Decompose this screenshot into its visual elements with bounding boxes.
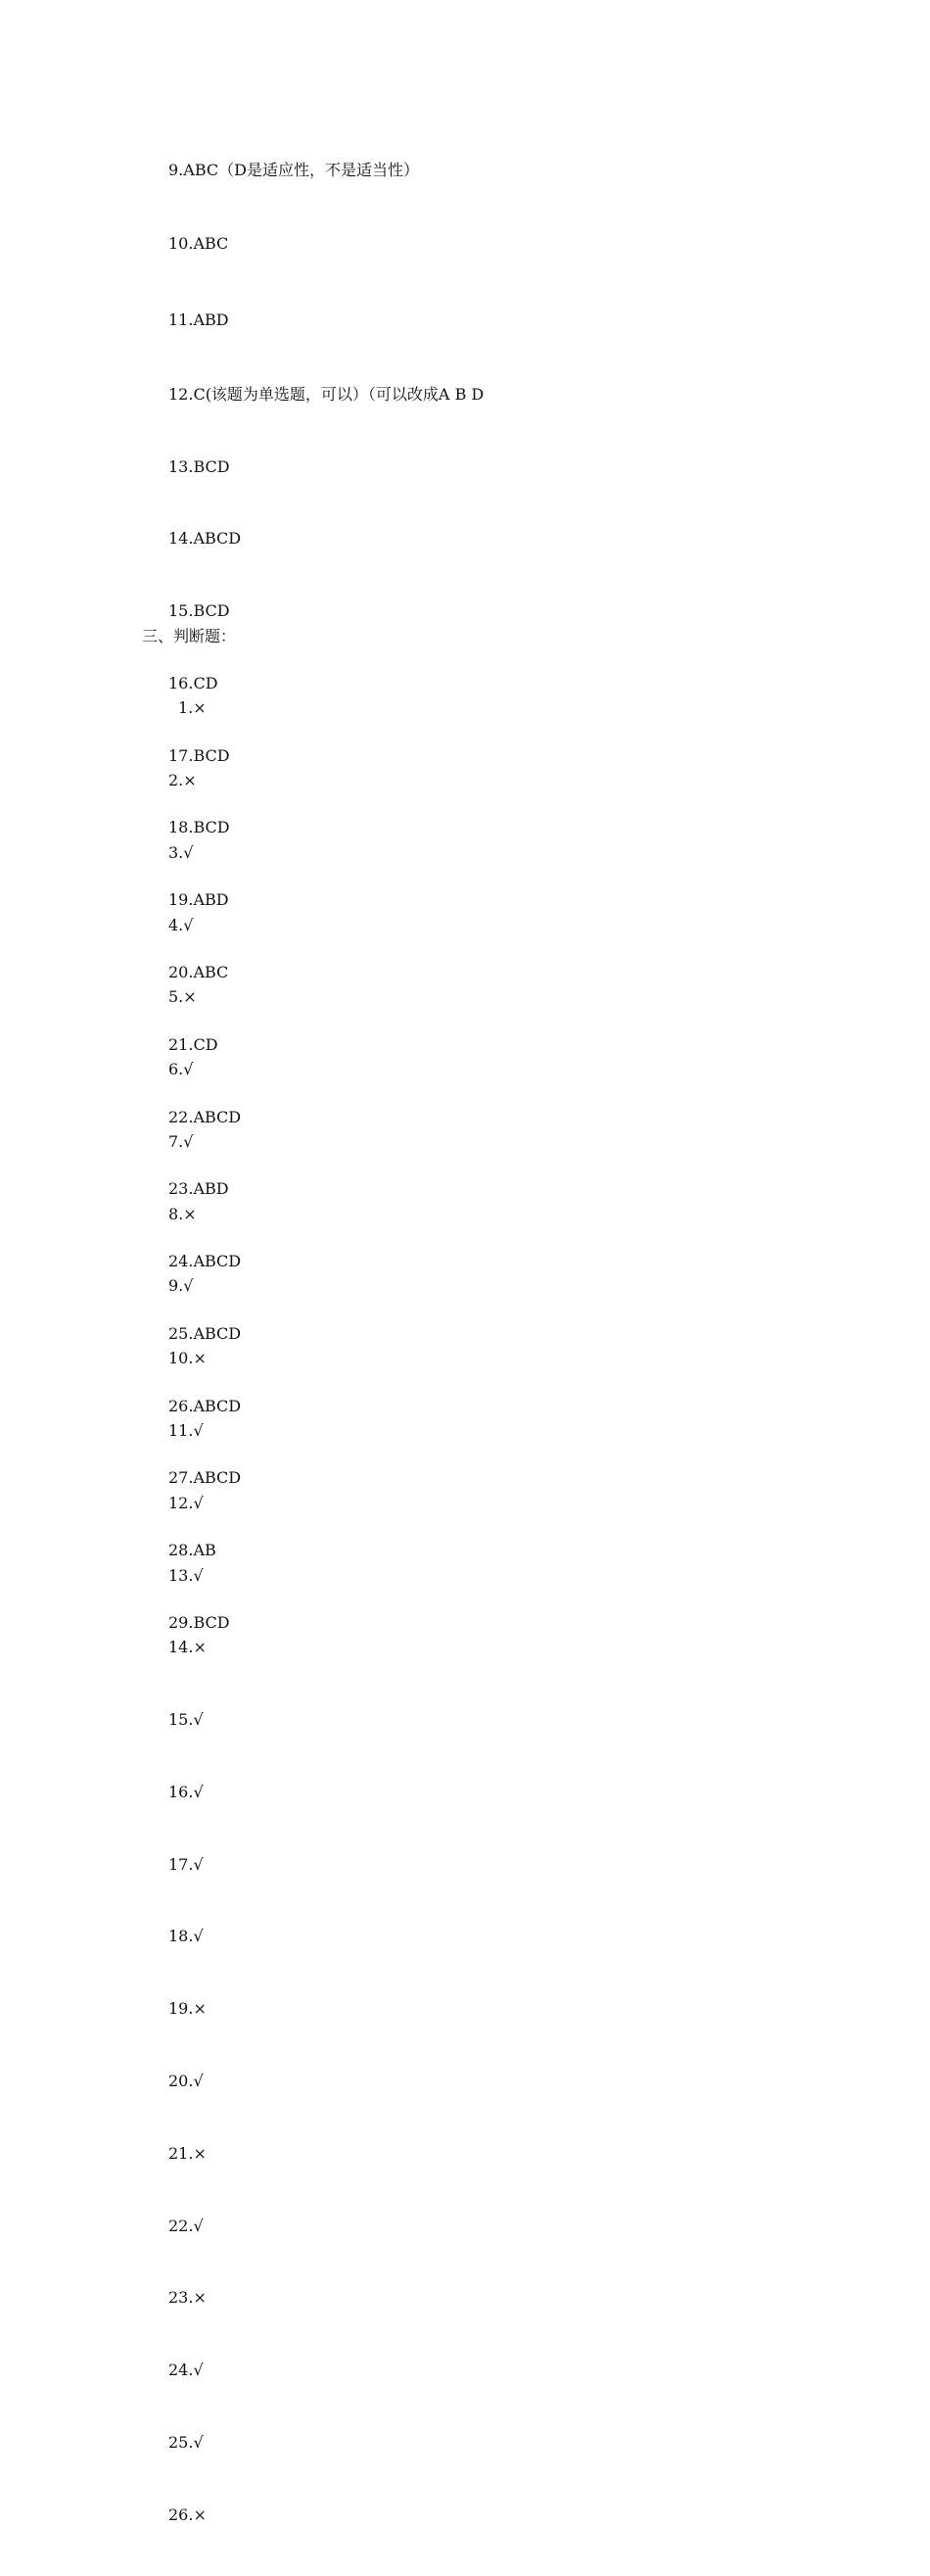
answer-line: 13.BCD bbox=[168, 456, 230, 476]
answer-line: 25.ABCD bbox=[168, 1323, 242, 1343]
answer-line: 18.BCD bbox=[168, 818, 230, 837]
judgement-line: 11.√ bbox=[168, 1421, 204, 1440]
answer-line: 27.ABCD bbox=[168, 1468, 242, 1488]
judgement-line: 4.√ bbox=[168, 915, 194, 934]
answer-line: 17.BCD bbox=[168, 745, 230, 765]
answer-line: 28.AB bbox=[168, 1541, 216, 1560]
judgement-line: 2.× bbox=[168, 770, 197, 789]
judgement-line: 22.√ bbox=[168, 2216, 204, 2235]
judgement-line: 10.× bbox=[168, 1349, 207, 1368]
judgement-line: 21.× bbox=[168, 2143, 207, 2163]
judgement-line: 26.× bbox=[168, 2504, 207, 2524]
judgement-line: 19.× bbox=[168, 1999, 207, 2019]
answer-line: 9.ABC（D是适应性，不是适当性） bbox=[168, 161, 419, 180]
answer-line: 19.ABD bbox=[168, 890, 229, 910]
answer-line: 29.BCD bbox=[168, 1613, 230, 1633]
judgement-line: 3.√ bbox=[168, 842, 194, 862]
answer-line: 20.ABC bbox=[168, 963, 229, 981]
judgement-line: 8.× bbox=[168, 1204, 197, 1223]
judgement-line: 24.√ bbox=[168, 2361, 204, 2380]
multiple-choice-answer-list bbox=[168, 111, 484, 1684]
answer-line: 10.ABC bbox=[168, 234, 229, 254]
answer-line: 15.BCD bbox=[168, 601, 230, 621]
answer-line: 22.ABCD bbox=[168, 1107, 242, 1126]
judgement-line: 13.√ bbox=[168, 1565, 204, 1585]
true-false-answer-list bbox=[168, 648, 207, 2576]
judgement-line: 7.√ bbox=[168, 1131, 194, 1151]
answer-line: 23.ABD bbox=[168, 1179, 229, 1199]
judgement-line: 1.× bbox=[178, 698, 207, 718]
answer-line: 26.ABCD bbox=[168, 1396, 242, 1415]
judgement-line: 17.√ bbox=[168, 1854, 204, 1874]
answer-line: 16.CD bbox=[168, 673, 218, 692]
judgement-line: 6.√ bbox=[168, 1060, 194, 1079]
answer-line: 24.ABCD bbox=[168, 1252, 242, 1271]
judgement-line: 14.× bbox=[168, 1638, 207, 1657]
judgement-line: 20.√ bbox=[168, 2072, 204, 2091]
answer-line: 11.ABD bbox=[168, 310, 229, 329]
judgement-line: 23.× bbox=[168, 2288, 207, 2308]
section-three-heading: 三、判断题： bbox=[142, 627, 237, 645]
answer-line: 21.CD bbox=[168, 1034, 218, 1054]
judgement-line: 9.√ bbox=[168, 1276, 194, 1296]
answer-line: 12.C(该题为单选题，可以）（可以改成A B D bbox=[168, 384, 485, 404]
judgement-line: 25.√ bbox=[168, 2432, 204, 2452]
judgement-line: 18.√ bbox=[168, 1927, 204, 1946]
judgement-line: 15.√ bbox=[168, 1710, 204, 1730]
judgement-line: 5.× bbox=[168, 987, 197, 1007]
answer-line: 14.ABCD bbox=[168, 529, 242, 549]
judgement-line: 12.√ bbox=[168, 1493, 204, 1512]
judgement-line: 16.√ bbox=[168, 1782, 204, 1801]
